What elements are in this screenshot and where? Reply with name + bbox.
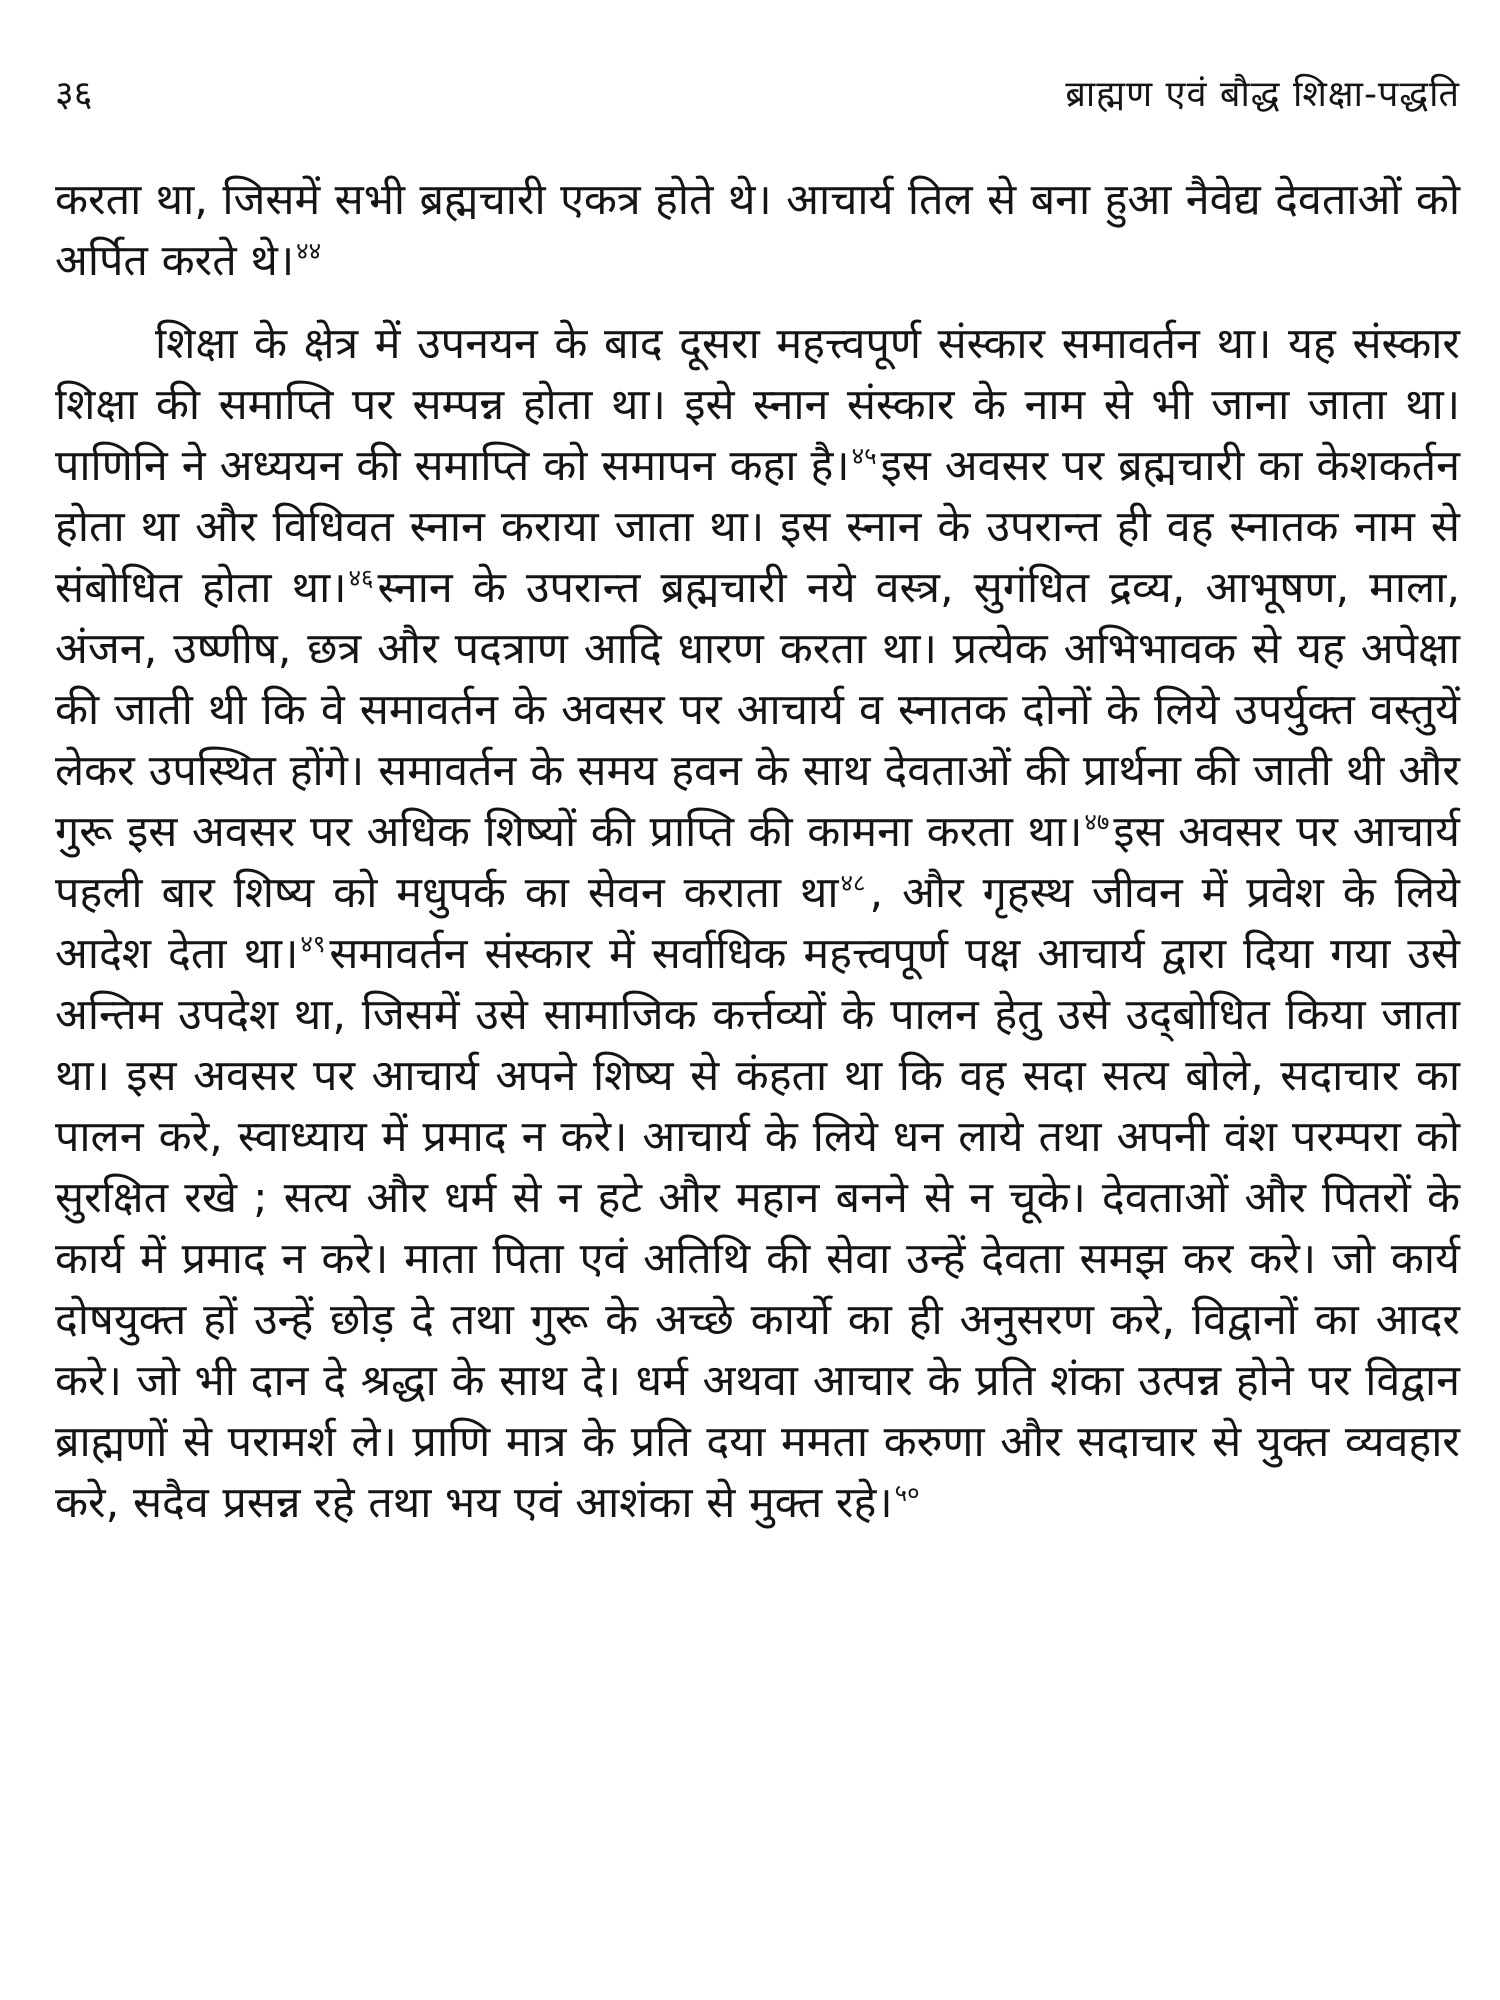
paragraph-text: स्नान के उपरान्त ब्रह्मचारी नये वस्त्र, सुगंधित द्रव्य, आभूषण, माला, अंजन, उष्णीष, छत्र और पदत्राण आदि धारण करता था। प्रत्येक अभिभावक से यह अपेक्षा की जाती थी कि वे समावर्तन के अवसर पर आचार्य व स्नातक दोनों के लिये उपर्युक्त वस्तुयें लेकर उपस्थित होंगे। समावर्तन के समय हवन के साथ देवताओं की प्रार्थना की जाती थी और गुरू इस अवसर पर अधिक शिष्यों की प्राप्ति की कामना करता था। [55, 563, 1460, 857]
paragraph-continuation [55, 170, 1460, 292]
footnote-marker: ४९ [300, 930, 326, 958]
body-text [55, 170, 1460, 1534]
paragraph-text: इस अवसर पर आचार्य पहली बार शिष्य को मधुपर्क का सेवन कराता था [55, 807, 1460, 918]
paragraph-text: , और गृहस्थ जीवन में प्रवेश के लिये आदेश देता था। [55, 868, 1460, 979]
footnote-marker: ५० [894, 1479, 920, 1507]
footnote-marker: ४६ [348, 564, 374, 592]
running-title: ब्राह्मण एवं बौद्ध शिक्षा-पद्धति [1065, 74, 1460, 115]
footnote-marker: ४४ [296, 237, 322, 265]
paragraph-text: शिक्षा के क्षेत्र में उपनयन के बाद दूसरा महत्त्वपूर्ण संस्कार समावर्तन था। यह संस्कार शिक्षा की समाप्ति पर सम्पन्न होता था। इसे स्नान संस्कार के नाम से भी जाना जाता था। पाणिनि ने अध्ययन की समाप्ति को समापन कहा है। [55, 319, 1460, 491]
paragraph-text: समावर्तन संस्कार में सर्वाधिक महत्त्वपूर्ण पक्ष आचार्य द्वारा दिया गया उसे अन्तिम उपदेश था, जिसमें उसे सामाजिक कर्त्तव्यों के पालन हेतु उसे उद्‌बोधित किया जाता था। इस अवसर पर आचार्य अपने शिष्य से कंहता था कि वह सदा सत्य बोले, सदाचार का पालन करे, स्वाध्याय में प्रमाद न करे। आचार्य के लिये धन लाये तथा अपनी वंश परम्परा को सुरक्षित रखे ; सत्य और धर्म से न हटे और महान बनने से न चूके। देवताओं और पितरों के कार्य में प्रमाद न करे। माता पिता एवं अतिथि की सेवा उन्हें देवता समझ कर करे। जो कार्य दोषयुक्त हों उन्हें छोड़ दे तथा गुरू के अच्छे कार्यो का ही अनुसरण करे, विद्वानों का आदर करे। जो भी दान दे श्रद्धा के साथ दे। धर्म अथवा आचार के प्रति शंका उत्पन्न होने पर विद्वान ब्राह्मणों से परामर्श ले। प्राणि मात्र के प्रति दया ममता करुणा और सदाचार से युक्त व्यवहार करे, सदैव प्रसन्न रहे तथा भय एवं आशंका से मुक्त रहे। [55, 929, 1461, 1528]
paragraph-text: करता था, जिसमें सभी ब्रह्मचारी एकत्र होते थे। आचार्य तिल से बना हुआ नैवेद्य देवताओं को अर्पित करते थे। [55, 175, 1460, 286]
paragraph-text: इस अवसर पर ब्रह्मचारी का केशकर्तन होता था और विधिवत स्नान कराया जाता था। इस स्नान के उपरान्त ही वह स्नातक नाम से संबोधित होता था। [55, 441, 1460, 613]
footnote-marker: ४८ [840, 869, 866, 897]
footnote-marker: ४७ [1084, 808, 1110, 836]
page-header [55, 68, 1460, 128]
paragraph-samavartan [55, 314, 1460, 1534]
footnote-marker: ४५ [851, 442, 877, 470]
page-number: ३६ [55, 74, 93, 115]
